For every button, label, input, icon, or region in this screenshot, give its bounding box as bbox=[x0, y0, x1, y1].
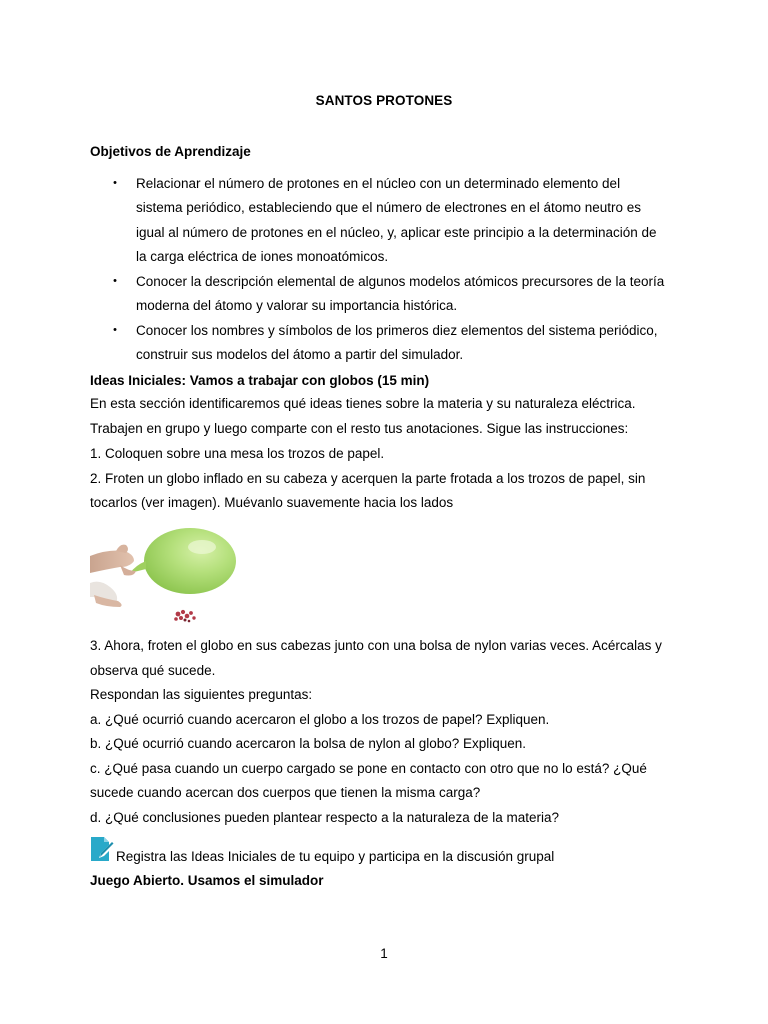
ideas-heading: Ideas Iniciales: Vamos a trabajar con globos (15 min) bbox=[90, 373, 430, 388]
objective-line: moderna del átomo y valorar su importancia histórica. bbox=[136, 298, 458, 313]
document-title: SANTOS PROTONES bbox=[315, 93, 453, 108]
objective-line: la carga eléctrica de iones monoatómicos. bbox=[136, 249, 389, 264]
body-line: Respondan las siguientes preguntas: bbox=[90, 687, 313, 702]
question-line: c. ¿Qué pasa cuando un cuerpo cargado se pone en contacto con otro que no lo está? ¿Qué bbox=[90, 761, 647, 776]
body-line: En esta sección identificaremos qué ideas tienes sobre la materia y su naturaleza eléctrica. bbox=[90, 396, 636, 411]
note-text: Registra las Ideas Iniciales de tu equipo y participa en la discusión grupal bbox=[116, 849, 555, 864]
simulator-heading: Juego Abierto. Usamos el simulador bbox=[90, 873, 324, 888]
bullet-icon: • bbox=[113, 275, 117, 287]
question-line: d. ¿Qué conclusiones pueden plantear respecto a la naturaleza de la materia? bbox=[90, 810, 560, 825]
objective-line: sistema periódico, estableciendo que el número de electrones en el átomo neutro es bbox=[136, 200, 642, 215]
question-line: sucede cuando acercan dos cuerpos que tienen la misma carga? bbox=[90, 785, 481, 800]
bullet-icon: • bbox=[113, 177, 117, 189]
objective-line: Conocer la descripción elemental de algunos modelos atómicos precursores de la teoría bbox=[136, 274, 665, 289]
body-line: 2. Froten un globo inflado en su cabeza y acerquen la parte frotada a los trozos de papel, sin bbox=[90, 471, 646, 486]
objective-line: Relacionar el número de protones en el núcleo con un determinado elemento del bbox=[136, 176, 621, 191]
body-line: observa qué sucede. bbox=[90, 663, 216, 678]
objective-line: construir sus modelos del átomo a partir del simulador. bbox=[136, 347, 464, 362]
objectives-heading: Objetivos de Aprendizaje bbox=[90, 144, 251, 159]
question-line: a. ¿Qué ocurrió cuando acercaron el globo a los trozos de papel? Expliquen. bbox=[90, 712, 550, 727]
body-line: 3. Ahora, froten el globo en sus cabezas junto con una bolsa de nylon varias veces. Acércalas y bbox=[90, 638, 662, 653]
note-row bbox=[90, 836, 690, 864]
bullet-icon: • bbox=[113, 324, 117, 336]
page-number: 1 bbox=[380, 946, 388, 961]
objective-line: Conocer los nombres y símbolos de los primeros diez elementos del sistema periódico, bbox=[136, 323, 658, 338]
question-line: b. ¿Qué ocurrió cuando acercaron la bolsa de nylon al globo? Expliquen. bbox=[90, 736, 527, 751]
body-line: Trabajen en grupo y luego comparte con el resto tus anotaciones. Sigue las instrucciones: bbox=[90, 421, 629, 436]
objective-line: igual al número de protones en el núcleo, y, aplicar este principio a la determinación de bbox=[136, 225, 657, 240]
body-line: 1. Coloquen sobre una mesa los trozos de papel. bbox=[90, 446, 385, 461]
balloon-image bbox=[90, 521, 250, 631]
body-line: tocarlos (ver imagen). Muévanlo suavemente hacia los lados bbox=[90, 495, 454, 510]
edit-document-icon bbox=[90, 836, 114, 862]
